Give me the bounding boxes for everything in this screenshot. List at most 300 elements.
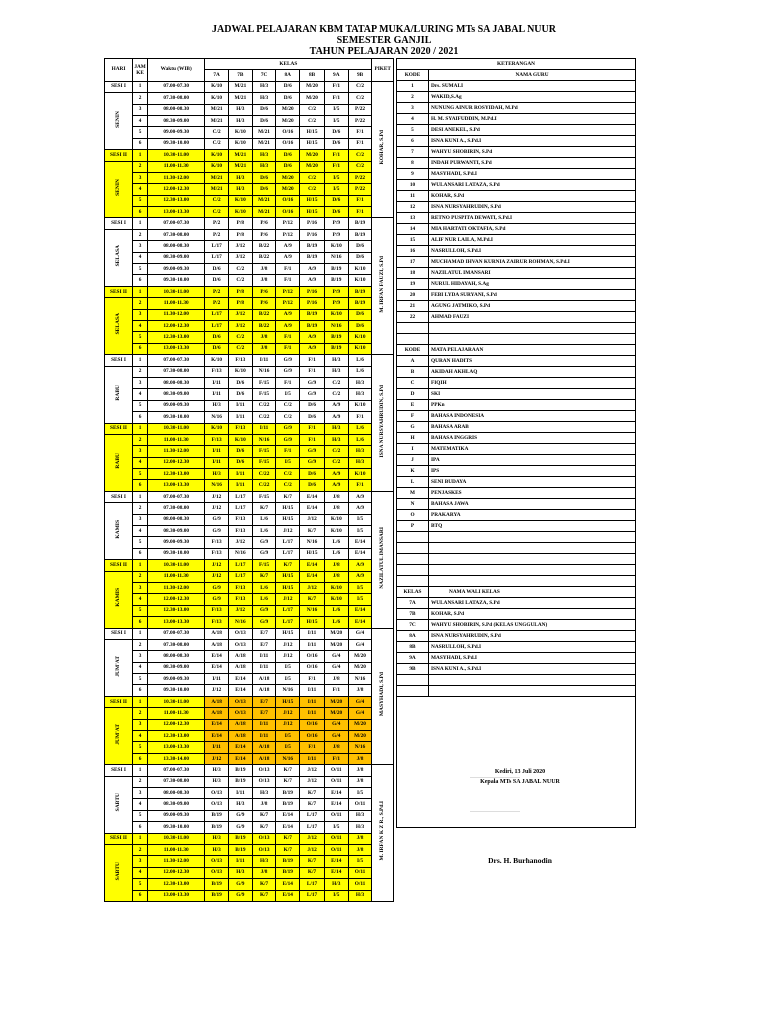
- lesson-cell: F/13: [205, 617, 229, 628]
- wali-name: ISNA KUNI A., S.Pd.I: [429, 664, 636, 675]
- lesson-cell: H/15: [276, 503, 300, 514]
- lesson-cell: L/6: [252, 582, 276, 593]
- lesson-cell: O/16: [276, 138, 300, 149]
- schedule-row: [105, 765, 394, 776]
- jam-ke: 3: [133, 719, 148, 730]
- lesson-cell: B/19: [205, 890, 229, 901]
- lesson-cell: G/9: [300, 377, 325, 388]
- time-slot: 11.00-11.30: [148, 298, 205, 309]
- schedule-row: [105, 708, 394, 719]
- lesson-cell: I/5: [276, 674, 300, 685]
- lesson-cell: H/3: [348, 457, 372, 468]
- signature-role: Kepala MTs SA JABAL NUUR: [480, 779, 560, 785]
- lesson-cell: H/3: [252, 150, 276, 161]
- wali-name: NASRULLOH, S.Pd.I: [429, 642, 636, 653]
- lesson-cell: H/3: [348, 890, 372, 901]
- blank-cell: [429, 565, 636, 576]
- lesson-cell: A/18: [205, 696, 229, 707]
- lesson-cell: C/2: [348, 93, 372, 104]
- lesson-cell: K/7: [276, 491, 300, 502]
- time-slot: 08.00-08.30: [148, 514, 205, 525]
- lesson-cell: G/4: [324, 662, 348, 673]
- lesson-cell: A/9: [276, 252, 300, 263]
- teacher-name: WAHYU SHOBIRIN, S.Pd: [429, 147, 636, 158]
- lesson-cell: D/6: [324, 195, 348, 206]
- lesson-cell: G/9: [276, 355, 300, 366]
- time-slot: 13.00-13.30: [148, 890, 205, 901]
- lesson-cell: N/16: [276, 753, 300, 764]
- wali-name: WAHYU SHOBIRIN, S.Pd (KELAS UNGGULAN): [429, 620, 636, 631]
- lesson-cell: C/2: [276, 400, 300, 411]
- lesson-cell: E/14: [276, 810, 300, 821]
- lesson-cell: O/11: [348, 879, 372, 890]
- lesson-cell: O/13: [228, 639, 252, 650]
- info-row: [397, 345, 636, 356]
- lesson-cell: E/14: [228, 674, 252, 685]
- lesson-cell: P/9: [324, 286, 348, 297]
- info-row: [397, 257, 636, 268]
- lesson-cell: A/9: [348, 571, 372, 582]
- lesson-cell: D/6: [205, 275, 229, 286]
- lesson-cell: L/17: [276, 537, 300, 548]
- time-slot: 09.00-09.30: [148, 264, 205, 275]
- lesson-cell: E/14: [324, 867, 348, 878]
- lesson-cell: E/14: [324, 856, 348, 867]
- lesson-cell: A/9: [324, 480, 348, 491]
- lesson-cell: M/20: [348, 719, 372, 730]
- time-slot: 10.30-11.00: [148, 833, 205, 844]
- teacher-name: NUNUNG AINUR ROSYIDAH, M.Pd: [429, 103, 636, 114]
- lesson-cell: M/21: [205, 115, 229, 126]
- schedule-row: [105, 514, 394, 525]
- subject-name: IPS: [429, 466, 636, 477]
- lesson-cell: F/1: [300, 423, 325, 434]
- lesson-cell: K/10: [324, 594, 348, 605]
- lesson-cell: J/12: [228, 252, 252, 263]
- teacher-code: 9: [397, 169, 429, 180]
- jam-ke: 6: [133, 617, 148, 628]
- jam-ke: 5: [133, 195, 148, 206]
- lesson-cell: B/19: [348, 286, 372, 297]
- lesson-cell: H/3: [348, 389, 372, 400]
- teacher-name: DESI ANEKEL, S.Pd: [429, 125, 636, 136]
- schedule-row: [105, 252, 394, 263]
- lesson-cell: I/11: [205, 446, 229, 457]
- teacher-code: 13: [397, 213, 429, 224]
- lesson-cell: C/2: [324, 389, 348, 400]
- teacher-name: ALIF NUR LAILA, M.Pd.I: [429, 235, 636, 246]
- lesson-cell: E/7: [252, 708, 276, 719]
- session-label: SESI II: [105, 286, 133, 297]
- lesson-cell: P/22: [348, 184, 372, 195]
- day-label: [105, 503, 133, 560]
- lesson-cell: N/16: [324, 320, 348, 331]
- lesson-cell: P/16: [300, 298, 325, 309]
- schedule-row: [105, 93, 394, 104]
- time-slot: 13.00-13.30: [148, 617, 205, 628]
- info-row: [397, 488, 636, 499]
- lesson-cell: P/9: [324, 218, 348, 229]
- jam-ke: 2: [133, 639, 148, 650]
- info-row: [397, 213, 636, 224]
- header-jam: JAM KE: [133, 59, 148, 82]
- lesson-cell: E/7: [252, 639, 276, 650]
- lesson-cell: K/7: [276, 833, 300, 844]
- info-row: [397, 576, 636, 587]
- schedule-row: [105, 150, 394, 161]
- info-row: [397, 191, 636, 202]
- lesson-cell: M/20: [276, 115, 300, 126]
- info-row: [397, 433, 636, 444]
- lesson-cell: K/10: [228, 434, 252, 445]
- teacher-code: 7: [397, 147, 429, 158]
- lesson-cell: L/6: [348, 366, 372, 377]
- lesson-cell: N/16: [300, 605, 325, 616]
- time-slot: 11.00-11.30: [148, 844, 205, 855]
- teacher-code: 16: [397, 246, 429, 257]
- info-row: [397, 587, 636, 598]
- piket-teacher-text: MASYHADI, S.Pd: [379, 672, 386, 717]
- info-row: [397, 444, 636, 455]
- jam-ke: 6: [133, 138, 148, 149]
- blank-cell: [429, 543, 636, 554]
- jam-ke: 2: [133, 366, 148, 377]
- lesson-cell: H/3: [228, 867, 252, 878]
- lesson-cell: B/19: [300, 241, 325, 252]
- jam-ke: 2: [133, 229, 148, 240]
- lesson-cell: C/2: [348, 150, 372, 161]
- schedule-row: [105, 423, 394, 434]
- lesson-cell: J/8: [324, 560, 348, 571]
- info-row: [397, 312, 636, 323]
- teacher-name: WULANSARI LATAZA, S.Pd: [429, 180, 636, 191]
- lesson-cell: C/22: [252, 412, 276, 423]
- schedule-row: [105, 537, 394, 548]
- lesson-cell: G/4: [348, 639, 372, 650]
- jam-ke: 6: [133, 343, 148, 354]
- jam-ke: 6: [133, 207, 148, 218]
- jam-ke: 5: [133, 332, 148, 343]
- blank-cell: [397, 554, 429, 565]
- teacher-name: AGUNG JATMIKO, S.Pd: [429, 301, 636, 312]
- session-label: SESI II: [105, 833, 133, 844]
- lesson-cell: M/20: [300, 81, 325, 92]
- lesson-cell: I/5: [276, 457, 300, 468]
- lesson-cell: M/20: [276, 184, 300, 195]
- teacher-code: 6: [397, 136, 429, 147]
- lesson-cell: E/14: [348, 537, 372, 548]
- lesson-cell: H/15: [300, 195, 325, 206]
- lesson-cell: G/9: [228, 890, 252, 901]
- schedule-row: [105, 332, 394, 343]
- subject-name: BAHASA INDONESIA: [429, 411, 636, 422]
- lesson-cell: K/7: [300, 799, 325, 810]
- lesson-cell: A/9: [276, 241, 300, 252]
- schedule-row: [105, 776, 394, 787]
- lesson-cell: I/5: [324, 890, 348, 901]
- time-slot: 07.00-07.30: [148, 628, 205, 639]
- schedule-row: [105, 753, 394, 764]
- lesson-cell: I/11: [252, 662, 276, 673]
- time-slot: 11.30-12.00: [148, 172, 205, 183]
- header-class: 7C: [252, 70, 276, 81]
- lesson-cell: B/22: [252, 252, 276, 263]
- day-label-text: SENIN: [115, 179, 122, 196]
- time-slot: 08.00-08.30: [148, 377, 205, 388]
- lesson-cell: J/8: [324, 571, 348, 582]
- day-label-text: JUM'AT: [115, 655, 122, 677]
- lesson-cell: A/9: [276, 309, 300, 320]
- lesson-cell: L/6: [252, 594, 276, 605]
- lesson-cell: B/19: [228, 765, 252, 776]
- lesson-cell: L/17: [205, 309, 229, 320]
- lesson-cell: E/7: [252, 696, 276, 707]
- jam-ke: 5: [133, 810, 148, 821]
- lesson-cell: F/1: [276, 343, 300, 354]
- lesson-cell: G/9: [276, 366, 300, 377]
- subject-name: MATEMATIKA: [429, 444, 636, 455]
- lesson-cell: K/10: [228, 366, 252, 377]
- lesson-cell: I/11: [252, 731, 276, 742]
- lesson-cell: C/2: [228, 275, 252, 286]
- lesson-cell: D/6: [348, 252, 372, 263]
- lesson-cell: D/6: [205, 343, 229, 354]
- lesson-cell: F/1: [276, 446, 300, 457]
- schedule-row: [105, 480, 394, 491]
- lesson-cell: D/6: [205, 332, 229, 343]
- jam-ke: 1: [133, 218, 148, 229]
- piket-teacher-text: ISNA NURSYAHRUDIN, S.Pd: [379, 384, 386, 458]
- teacher-name: KOHAR, S.Pd: [429, 191, 636, 202]
- lesson-cell: M/20: [348, 731, 372, 742]
- info-row: [397, 521, 636, 532]
- wali-class: 7A: [397, 598, 429, 609]
- jam-ke: 2: [133, 93, 148, 104]
- jam-ke: 6: [133, 685, 148, 696]
- teacher-code: 15: [397, 235, 429, 246]
- lesson-cell: H/3: [205, 400, 229, 411]
- lesson-cell: J/8: [348, 833, 372, 844]
- info-row: [397, 59, 636, 70]
- schedule-row: [105, 218, 394, 229]
- time-slot: 11.30-12.00: [148, 446, 205, 457]
- time-slot: 07.30-08.00: [148, 776, 205, 787]
- teacher-name: H. M. SYAIFUDDIN, M.Pd.I: [429, 114, 636, 125]
- lesson-cell: B/22: [252, 309, 276, 320]
- lesson-cell: I/11: [205, 674, 229, 685]
- piket-teacher: [372, 81, 394, 218]
- day-label: [105, 93, 133, 150]
- time-slot: 11.30-12.00: [148, 856, 205, 867]
- teacher-name: MIA HARTATI OKTAFIA, S.Pd: [429, 224, 636, 235]
- lesson-cell: L/6: [324, 537, 348, 548]
- info-row: [397, 180, 636, 191]
- lesson-cell: M/20: [324, 628, 348, 639]
- time-slot: 09.00-09.30: [148, 537, 205, 548]
- jam-ke: 5: [133, 742, 148, 753]
- lesson-cell: E/14: [276, 879, 300, 890]
- lesson-cell: J/8: [348, 776, 372, 787]
- lesson-cell: L/17: [228, 560, 252, 571]
- time-slot: 09.30-10.00: [148, 548, 205, 559]
- time-slot: 11.30-12.00: [148, 309, 205, 320]
- lesson-cell: C/2: [228, 343, 252, 354]
- lesson-cell: D/6: [276, 93, 300, 104]
- lesson-cell: J/8: [252, 799, 276, 810]
- lesson-cell: A/18: [252, 742, 276, 753]
- time-slot: 10.30-11.00: [148, 696, 205, 707]
- lesson-cell: I/11: [205, 389, 229, 400]
- lesson-cell: B/19: [276, 856, 300, 867]
- subject-code: D: [397, 389, 429, 400]
- lesson-cell: H/3: [228, 104, 252, 115]
- lesson-cell: C/2: [300, 172, 325, 183]
- lesson-cell: L/6: [348, 423, 372, 434]
- teacher-code: 8: [397, 158, 429, 169]
- lesson-cell: L/17: [228, 571, 252, 582]
- lesson-cell: F/1: [324, 161, 348, 172]
- jam-ke: 1: [133, 286, 148, 297]
- title-line-3: TAHUN PELAJARAN 2020 / 2021: [309, 46, 459, 57]
- lesson-cell: P/12: [276, 218, 300, 229]
- lesson-cell: G/9: [205, 514, 229, 525]
- lesson-cell: L/17: [300, 879, 325, 890]
- lesson-cell: G/4: [324, 719, 348, 730]
- lesson-cell: H/15: [300, 617, 325, 628]
- subject-name: BAHASA ARAB: [429, 422, 636, 433]
- lesson-cell: C/2: [276, 480, 300, 491]
- time-slot: 12.00-12.30: [148, 594, 205, 605]
- jam-ke: 2: [133, 434, 148, 445]
- schedule-row: [105, 628, 394, 639]
- lesson-cell: D/6: [252, 172, 276, 183]
- lesson-cell: E/14: [276, 822, 300, 833]
- jam-ke: 2: [133, 571, 148, 582]
- jam-ke: 3: [133, 651, 148, 662]
- info-row: [397, 367, 636, 378]
- lesson-cell: G/9: [252, 605, 276, 616]
- info-row: [397, 499, 636, 510]
- lesson-cell: H/3: [205, 776, 229, 787]
- schedule-row: [105, 195, 394, 206]
- time-slot: 11.00-11.30: [148, 161, 205, 172]
- schedule-row: [105, 434, 394, 445]
- lesson-cell: P/8: [228, 218, 252, 229]
- lesson-cell: O/11: [348, 867, 372, 878]
- jam-ke: 6: [133, 275, 148, 286]
- lesson-cell: O/11: [348, 799, 372, 810]
- time-slot: 12.00-12.30: [148, 867, 205, 878]
- teacher-name: MASYHADI, S.Pd.I: [429, 169, 636, 180]
- lesson-cell: J/12: [276, 594, 300, 605]
- lesson-cell: H/15: [276, 696, 300, 707]
- lesson-cell: J/8: [324, 491, 348, 502]
- info-row: [397, 609, 636, 620]
- lesson-cell: J/8: [252, 275, 276, 286]
- teacher-code: 5: [397, 125, 429, 136]
- lesson-cell: D/6: [252, 115, 276, 126]
- lesson-cell: B/19: [228, 844, 252, 855]
- jam-ke: 4: [133, 526, 148, 537]
- lesson-cell: G/4: [348, 696, 372, 707]
- jam-ke: 6: [133, 412, 148, 423]
- lesson-cell: D/6: [228, 389, 252, 400]
- lesson-cell: O/11: [324, 765, 348, 776]
- teacher-name: NASRULLOH, S.Pd.I: [429, 246, 636, 257]
- lesson-cell: I/11: [300, 753, 325, 764]
- lesson-cell: J/12: [276, 719, 300, 730]
- schedule-row: [105, 241, 394, 252]
- lesson-cell: P/6: [252, 229, 276, 240]
- piket-teacher: [372, 355, 394, 492]
- info-row: [397, 290, 636, 301]
- time-slot: 10.30-11.00: [148, 560, 205, 571]
- lesson-cell: K/7: [276, 765, 300, 776]
- lesson-cell: D/6: [228, 457, 252, 468]
- lesson-cell: C/2: [205, 195, 229, 206]
- info-row: [397, 323, 636, 334]
- lesson-cell: E/14: [348, 605, 372, 616]
- teacher-name: AHMAD FAUZI: [429, 312, 636, 323]
- lesson-cell: H/3: [252, 81, 276, 92]
- lesson-cell: E/14: [300, 491, 325, 502]
- lesson-cell: H/3: [252, 856, 276, 867]
- time-slot: 09.30-10.00: [148, 412, 205, 423]
- lesson-cell: O/13: [205, 799, 229, 810]
- lesson-cell: B/19: [300, 320, 325, 331]
- header-kode: KODE: [397, 70, 429, 81]
- lesson-cell: O/11: [324, 776, 348, 787]
- lesson-cell: H/3: [228, 184, 252, 195]
- subject-code: N: [397, 499, 429, 510]
- subject-code: C: [397, 378, 429, 389]
- lesson-cell: I/11: [252, 651, 276, 662]
- info-row: [397, 136, 636, 147]
- lesson-cell: F/1: [276, 332, 300, 343]
- lesson-cell: N/16: [324, 252, 348, 263]
- lesson-cell: D/6: [276, 81, 300, 92]
- lesson-cell: G/9: [205, 594, 229, 605]
- lesson-cell: A/9: [300, 332, 325, 343]
- lesson-cell: G/9: [300, 457, 325, 468]
- time-slot: 12.30-13.00: [148, 605, 205, 616]
- header-class: 8A: [276, 70, 300, 81]
- lesson-cell: G/9: [276, 434, 300, 445]
- jam-ke: 6: [133, 480, 148, 491]
- lesson-cell: K/10: [205, 423, 229, 434]
- lesson-cell: G/9: [228, 879, 252, 890]
- lesson-cell: F/15: [252, 389, 276, 400]
- time-slot: 07.30-08.00: [148, 93, 205, 104]
- schedule-row: [105, 594, 394, 605]
- jam-ke: 5: [133, 605, 148, 616]
- lesson-cell: F/1: [348, 480, 372, 491]
- piket-teacher: [372, 491, 394, 628]
- info-row: [397, 301, 636, 312]
- jam-ke: 3: [133, 172, 148, 183]
- lesson-cell: J/12: [300, 833, 325, 844]
- day-label-text: SELASA: [115, 313, 122, 335]
- lesson-cell: J/8: [348, 765, 372, 776]
- lesson-cell: A/9: [300, 275, 325, 286]
- blank-cell: [429, 675, 636, 686]
- time-slot: 08.30-09.00: [148, 662, 205, 673]
- lesson-cell: L/6: [324, 617, 348, 628]
- day-label-text: RABU: [115, 384, 122, 401]
- time-slot: 08.30-09.00: [148, 799, 205, 810]
- teacher-code: 21: [397, 301, 429, 312]
- schedule-row: [105, 662, 394, 673]
